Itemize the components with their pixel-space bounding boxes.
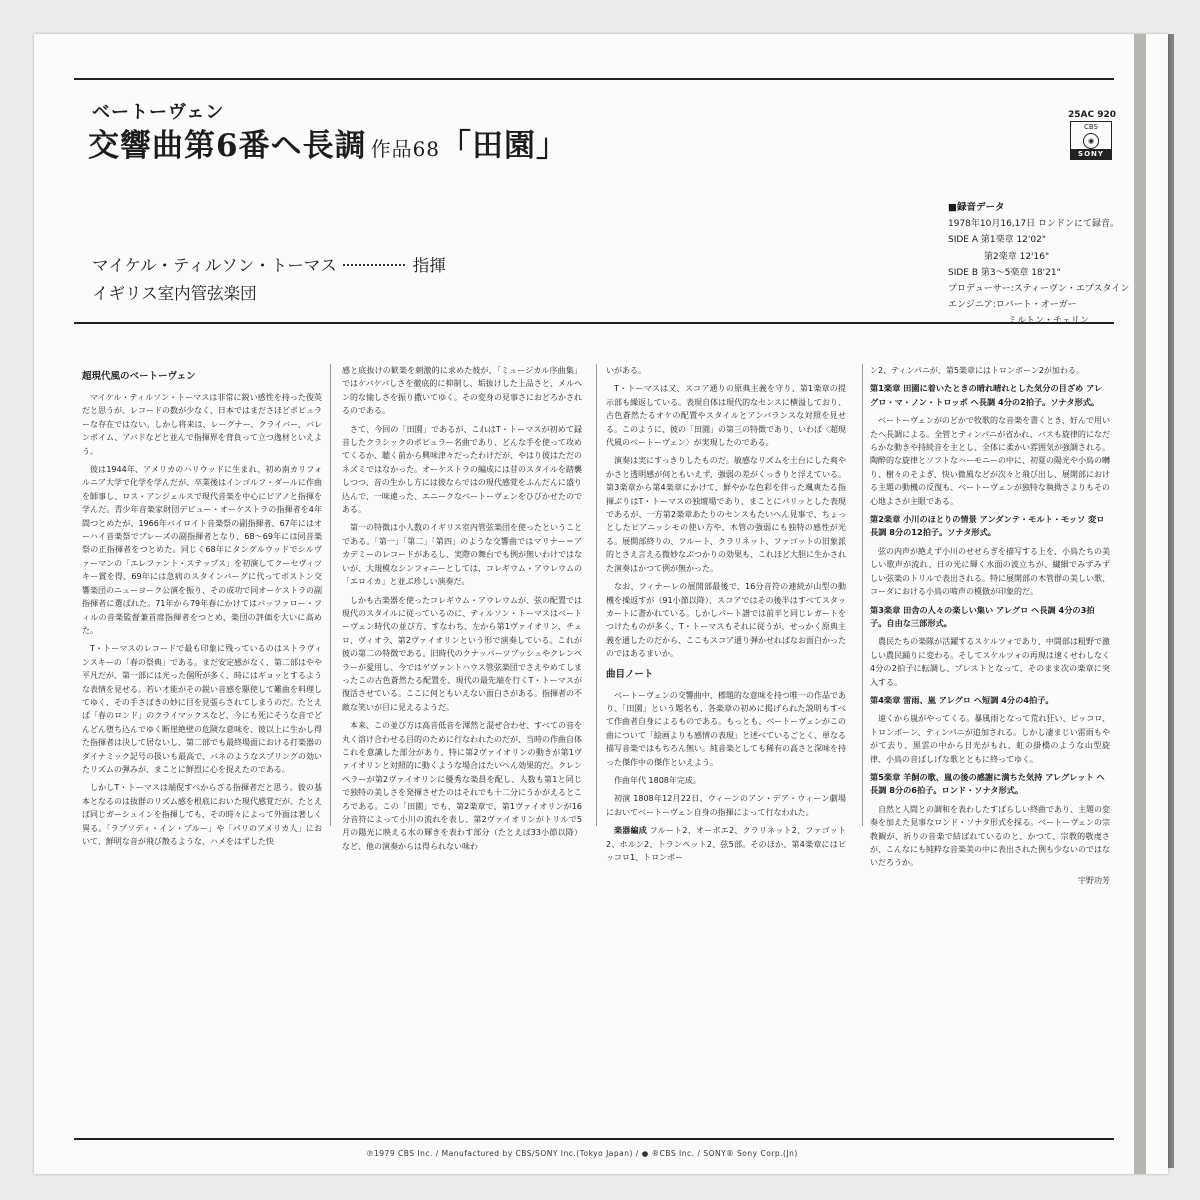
recording-date: 1978年10月16,17日 ロンドンにて録音。: [948, 219, 1119, 230]
notes-paragraph: 感と底抜けの歓楽を刺激的に求めた彼が、「ミュージカル序曲集」ではケバケバしさを徹底的に抑制し、垢抜けした上品さと、メルヘン的な愉しさを振り撒いてゆく。その変身の見事さにおどろかされるのである。: [342, 366, 582, 416]
middle-rule: [74, 322, 1114, 324]
recording-engineer: エンジニア:ロバート・オーガー: [948, 300, 1077, 311]
conductor-name: マイケル・ティルソン・トーマス: [92, 256, 337, 275]
notes-column-1: [82, 364, 322, 853]
notes-paragraph: なお、フィナーレの展開部最後で、16分音符の連続が山型の動機を操返すが（91小節以降）、スコアではその後半はすべてスタッカートに書かれている。しかしパート譜では前半と同じレガートをつけたものが多く、T・トーマスもそれに従うが、せっかく原典主義を通したのだから、ここもスコア通り弾かせればなお面白かったのではあるまいか。: [606, 582, 846, 659]
instrumentation-label: 楽器編成: [614, 826, 647, 836]
movement-heading: 第3楽章 田舎の人々の楽しい集い アレグロ ヘ長調 4分の3拍子。自由な三部形式。: [870, 604, 1095, 628]
notes-paragraph: 遠くから嵐がやってくる。暴風雨となって荒れ狂い、ピッコロ、トロンボーン、ティンパニが追加される。しかし凄まじい雷雨もやがて去り、黒雲の中から日光がもれ、虹の掛橋のような山型旋律、小鳥の音ばしげな歌とともに終ってゆく。: [870, 714, 1110, 764]
notes-paragraph: マイケル・ティルソン・トーマスは非常に鋭い感性を持った俊英だと思うが、レコードの数が少なく、日本ではまださほどポピュラーな存在ではない。しかし将来は、レーグナー、クライバー、バレンボイム、アバドなどと並んで指揮界を背負って立つ逸材といえよう。: [82, 393, 322, 456]
notes-paragraph: [606, 824, 846, 864]
recording-data: [948, 200, 1129, 330]
cbs-eye-icon: ◉: [1083, 133, 1099, 149]
composer-name: ベートーヴェン: [92, 102, 225, 123]
top-rule: [74, 78, 1114, 80]
title-main: 交響曲第6番ヘ長調: [88, 128, 367, 164]
notes-paragraph: しかも古楽器を使ったコレギウム・アウレウムが、弦の配置では現代のスタイルに従っているのに、ティルソン・トーマスはベートーヴェン時代の並び方、すなわち、左から第1ヴァイオリン、チェロ、ヴィオラ、第2ヴァイオリンという形で演奏している。これが彼の第二の特徴である。旧時代のクナッパーツブッシュやクレンペラーが愛用し、今ではゲヴァントハウス管弦楽団でさえやめてしまったこの古色蒼然たる配置を、現代の最先端を行くT・トーマスが復活させている。ここに何ともいえない面白さがある。指揮者の不敵な笑いが目に見えるようだ。: [342, 595, 582, 712]
notes-paragraph: 作曲年代 1808年完成。: [614, 775, 701, 785]
notes-paragraph: 弦の内声が絶えず小川のせせらぎを描写する上を、小鳥たちの美しい歌声が流れ、日の光に輝く水面の波立ちが、繊細でみずみずしい弦楽のトリルで表出される。特に展開部の木管群の美しい歌、コーダにおける小鳥の啼声の模倣が印象的だ。: [870, 546, 1110, 597]
notes-paragraph: T・トーマスは又、スコア通りの原典主義を守り、第1楽章の提示部も繰返している。表現自体は現代的なセンスに横溢しており、古色蒼然たるオケの配置やスタイルとアンバランスな対照を見せる。このように、彼の「田園」の第三の特徴であり、いわば〈超現代風のベートーヴェン〉が実現したのである。: [606, 384, 846, 448]
recording-side-a-2: 第2楽章 12'16": [984, 251, 1050, 262]
album-title: [88, 120, 568, 165]
notes-column-4: [870, 364, 1110, 886]
notes-paragraph: 第一の特徴は小人数のイギリス室内管弦楽団を使ったということである。「第一」「第二」「第四」のような交響曲ではマリナー＝アカデミーのレコードがあるし、実際の舞台でも例が無いわけではないが、大規模なシンフォニーとしては、コレギウム・アウレウムの「エロイカ」と並ぶ珍しい演奏だ。: [342, 523, 582, 587]
notes-paragraph: 農民たちの楽隊が活躍するスケルツォであり、中間部は粗野で激しい農民踊りに変わる。そしてスケルツォの再現は速くせわしなく4分の2拍子に転調し、プレストとなって、そのまま次の楽章に突入する。: [870, 637, 1110, 687]
cbs-label: CBS: [1083, 123, 1098, 131]
notes-paragraph: 初演 1808年12月22日、ウィーンのアン・デア・ウィーン劇場においてベートーヴェン自身の指揮によって行なわれた。: [606, 794, 846, 817]
notes-paragraph: 本来、この並び方は高音低音を渾然と混ぜ合わせ、すべての音を丸く溶け合わせる目的のために行なわれたのだが、当時の作曲自体これを意識した部分があり、特に第2ヴァイオリンの動きが第1ヴァイオリンと対照的に動くような場合はたいへん効果的だ。クレンペラーが第2ヴァイオリンに優秀な楽員を配し、人数も第1と同じで独特の美しさを発揮させたのはそれでも十二分にうかがえるところである。この「田園」でも、第2楽章で、第1ヴァイオリンが16分音符によって小川の流れを表し、第2ヴァイオリンがトリルで5月の陽光に映える水の輝きを表わす部分（たとえば33小節以降）など、他の演奏からは得られない味わ: [342, 721, 582, 851]
leader-dots: [343, 264, 405, 266]
copyright-line: ℗1979 CBS Inc. / Manufactured by CBS/SONY Inc.(Tokyo Japan) / ● ®CBS Inc. / SONY® Sony Corp.(Jn): [366, 1149, 798, 1158]
recording-side-b: SIDE B 第3～5楽章 18'21": [948, 267, 1061, 278]
movement-heading: 第4楽章 雷雨、嵐 アレグロ ヘ短調 4分の4拍子。: [870, 694, 1054, 705]
notes-column-3: [606, 364, 846, 869]
notes-paragraph: 彼は1944年、アメリカのハリウッドに生まれ、初め南カリフォルニア大学で化学を学んだが、卒業後はインゴルフ・ダールに作曲を師事し、ロス・アンジェルスで現代音楽を中心にピアノと指揮を学んだ。青少年音楽家財団デビュー・オーケストラの指揮者を4年間つとめたが、1966年バイロイト音楽祭の副指揮者、67年にはオーハイ音楽祭でブレーズの副指揮者となり、68～69年には同音楽祭の正指揮者をつとめた。同じく68年にタングルウッドでシルヴァーマンの「エレファント・ステップス」を初演してクーセヴィツキー賞を得、69年には急病のスタインバーグに代ってボストン交響楽団のニューヨーク公演を振り、その成功で同オーケストラの副指揮者に選ばれた。71年から79年春にかけてはバッファロー・フィルの音楽監督兼首席指揮者をつとめ、楽団の評価を大いに高めた。: [82, 465, 322, 635]
conductor-role: 指揮: [412, 256, 446, 275]
notes-paragraph: T・トーマスのレコードで最も印象に残っているのはストラヴィンスキーの「春の祭典」である。まだ安定感がなく、第二部はやや平凡だが、第一部には光った個所が多く、時にはギョッとするような表情を見せる。若い才能がその鋭い音感を駆使して難曲を料理してゆく、その手さばきの妙に目を見張らされてしまうのだ。たとえば「春のロンド」のクライマックスなど、今にも死にそうな音でどんどん堕ち込んでゆく断崖絶壁の危険な意味を、彼以上に生かし得た指揮者は決して居ないし、第二部でも最終場面における打楽器のダイナミック記号の扱いも最高で、バネのようなスプリングの効いたリズムの弾みが、まことに鮮烈に心を捉えたのである。: [82, 644, 322, 774]
recording-heading: ■録音データ: [948, 202, 1005, 213]
catalog-number: 25AC 920: [1068, 110, 1117, 120]
title-name: 「田園」: [440, 128, 569, 164]
instrumentation-text: フルート2、オーボエ2、クラリネット2、ファゴット2、ホルン2、トランペット2、弦5部。そのほか、第4楽章にはピッコロ1、トロンボー: [606, 826, 847, 862]
section-heading: 曲目ノート: [606, 668, 654, 680]
notes-paragraph: さて、今回の「田園」であるが、これはT・トーマスが初めて録音したクラシックのポピュラー名曲であり、どんな手を使って攻めてくるか、聴く前から興味津々だったわけだが、やはり彼はただのネズミではなかった。オーケストラの編成には昔のスタイルを踏襲しつつ、音の生かし方には彼ならではの現代感覚をふんだんに盛り込んで、一味違った、エニークなベートーヴェンをひびかせたのである。: [342, 424, 582, 515]
recording-producer: プロデューサー:スティーヴン・エプスタイン: [948, 284, 1130, 295]
movement-heading: 第1楽章 田園に着いたときの晴れ晴れとした気分の目ざめ アレグロ・マ・ノン・トロッポ ヘ長調 4分の2拍子。ソナタ形式。: [870, 383, 1103, 407]
notes-paragraph: いがある。: [606, 366, 646, 375]
title-opus: 作品68: [370, 137, 441, 161]
column-divider: [862, 364, 863, 826]
column-divider: [330, 364, 331, 826]
notes-paragraph: しかしT・トーマスは端倪すべからざる指揮者だと思う。彼の基本となるのは抜群のリズム感を根底においた現代感覚だが、たとえば同じガーシュインを指揮しても、その時々によって外面は著しく異る。「ラプソディ・イン・ブルー」や「パリのアメリカ人」において、鮮明な音が飛び散るような、ハメをはずした快: [82, 783, 322, 846]
bottom-rule: [74, 1138, 1114, 1140]
notes-paragraph: 演奏は実にすっきりしたものだ。敏感なリズムを土台にした爽やかさと透明感が何ともいえず、強弱の差がくっきりと浮えている。第3楽章から第4楽章にかけて、鮮やかな色彩を伴った颯爽たる指揮ぶりはT・トーマスの独壇場であり、まことにパリッとした表現であるが、一方第2楽章あたりのセンスもたいへん見事で、ちょっとしたピアニッシモの使い方や、木管の強弱にも独特の感性が光る。展開部終りの、フルート、クラリネット、ファゴットの旧象派的とさえ言える微妙なぶつかりの効果も、これほど大胆に生かされた演奏はかつて例が無かった。: [606, 456, 846, 573]
notes-paragraph: ベートーヴェンがのどかで牧歌的な音楽を書くとき、好んで用いたヘ長調による。全管とティンパニが省かれ、バスも旋律的になだらかな動きや持続音を主とし、全体に柔かい雰囲気が強調される。陶酔的な旋律とソフトなハーモニーの中に、初夏の陽光や小鳥の囀り、樹々のそよぎ、快い微風などが次々と飛び出し、展開部における主題の動機の反復も、ベートーヴェンが独特な執拗さよりもその心地よさが主眼である。: [870, 416, 1110, 506]
column-divider: [596, 364, 597, 826]
performer-orchestra: イギリス室内管弦楽団: [92, 284, 257, 303]
notes-paragraph: ベートーヴェンの交響曲中、標題的な意味を持つ唯一の作品であり、「田園」という題名も、各楽章の初めに掲げられた説明もすべて作曲者自身によるものである。もっとも、ベートーヴェンがこの曲について「絵画よりも感情の表現」と述べているごとく、単なる描写音楽ではもちろん無い。純音楽としても稀有の高さと深味を持った傑作中の傑作といえよう。: [606, 690, 846, 767]
notes-paragraph: 自然と人間との調和を表わしたすばらしい終曲であり、主題の変奏を加えた見事なロンド・ソナタ形式を採る。ベートーヴェンの宗教観が、祈りの音楽で結ばれているのと、かつて、宗教的敬虔さが、こんなにも純粋な音楽美の中に表出された例も少ないのではないだろうか。: [870, 804, 1110, 868]
movement-heading: 第5楽章 羊飼の歌、嵐の後の感謝に満ちた気持 アレグレット ヘ長調 8分の6拍子。ロンド・ソナタ形式。: [870, 771, 1105, 796]
recording-side-a: SIDE A 第1楽章 12'02": [948, 235, 1046, 246]
performer-conductor: [92, 252, 446, 276]
section-heading: 超現代風のベートーヴェン: [82, 371, 196, 382]
cbs-sony-logo: [1070, 121, 1112, 160]
notes-column-2: [342, 364, 582, 858]
notes-paragraph: ン2、ティンパニが、第5楽章にはトロンボーン2が加わる。: [870, 366, 1084, 375]
author-signature: 宇野功芳: [1078, 875, 1110, 885]
sony-label: SONY: [1071, 149, 1111, 159]
sleeve-spine-edge: [1134, 34, 1146, 1174]
movement-heading: 第2楽章 小川のほとりの情景 アンダンテ・モルト・モッソ 変ロ長調 8分の12拍子。ソナタ形式。: [870, 514, 1105, 538]
